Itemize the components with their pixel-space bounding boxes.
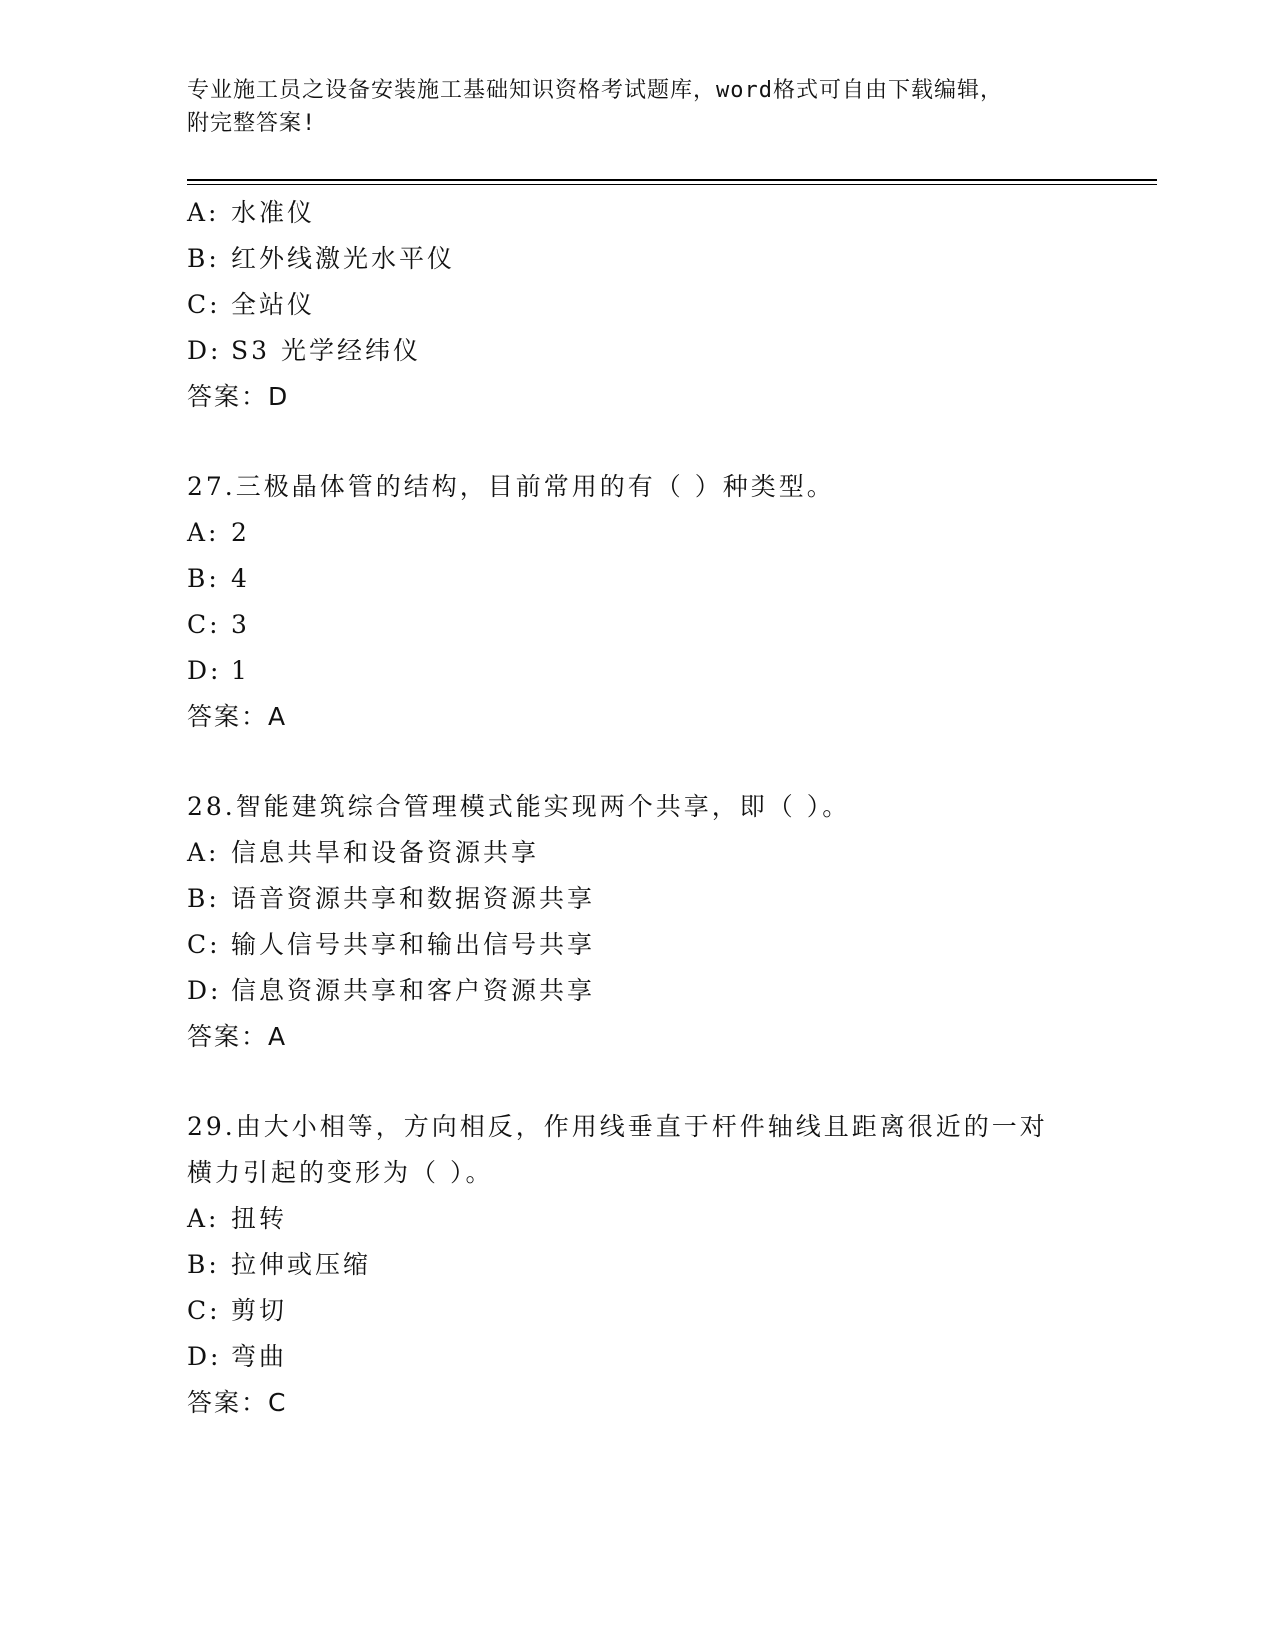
block-spacer — [187, 740, 1167, 784]
question-stem: 29.由大小相等，方向相反，作用线垂直于杆件轴线且距离很近的一对 — [187, 1112, 1048, 1141]
option-text: S3 光学经纬仪 — [231, 336, 421, 365]
question-block — [187, 740, 1167, 1060]
answer-option — [187, 830, 1167, 876]
option-key: C: — [187, 1296, 221, 1325]
question-block — [187, 1060, 1167, 1426]
question-stem: 27.三极晶体管的结构，目前常用的有（ ）种类型。 — [187, 472, 835, 501]
option-text: 拉伸或压缩 — [231, 1250, 372, 1279]
option-key: A: — [187, 198, 220, 227]
option-key: A: — [187, 1204, 220, 1233]
header-rule-thin — [187, 184, 1157, 185]
answer-option — [187, 922, 1167, 968]
answer-option — [187, 648, 1167, 694]
answer-option — [187, 236, 1167, 282]
option-key: A: — [187, 838, 220, 867]
answer-option — [187, 1196, 1167, 1242]
option-key: D: — [187, 976, 222, 1005]
option-key: A: — [187, 518, 220, 547]
document-header — [187, 74, 1067, 140]
answer-option — [187, 968, 1167, 1014]
option-key: C: — [187, 610, 221, 639]
option-text: 信息资源共享和客户资源共享 — [231, 976, 596, 1005]
answer-line: 答案：D — [187, 382, 290, 411]
option-text: 2 — [231, 518, 250, 547]
option-text: 输人信号共享和输出信号共享 — [231, 930, 596, 959]
option-key: C: — [187, 930, 221, 959]
answer-option — [187, 876, 1167, 922]
option-text: 信息共旱和设备资源共享 — [231, 838, 540, 867]
header-rule-thick — [187, 179, 1157, 181]
answer-option — [187, 1334, 1167, 1380]
question-block — [187, 190, 1167, 420]
option-text: 水准仪 — [231, 198, 316, 227]
option-text: 剪切 — [231, 1296, 288, 1325]
option-key: B: — [187, 884, 220, 913]
option-text: 全站仪 — [231, 290, 316, 319]
block-spacer — [187, 420, 1167, 464]
option-text: 扭转 — [231, 1204, 288, 1233]
question-stem: 横力引起的变形为（ ）。 — [187, 1158, 494, 1187]
block-spacer — [187, 1060, 1167, 1104]
answer-option — [187, 328, 1167, 374]
option-text: 1 — [231, 656, 250, 685]
answer-option — [187, 1288, 1167, 1334]
question-stem: 28.智能建筑综合管理模式能实现两个共享，即（ ）。 — [187, 792, 851, 821]
option-key: D: — [187, 656, 222, 685]
answer-line: 答案：A — [187, 702, 288, 731]
option-key: B: — [187, 244, 220, 273]
answer-line: 答案：C — [187, 1388, 288, 1417]
option-key: B: — [187, 1250, 220, 1279]
option-text: 语音资源共享和数据资源共享 — [231, 884, 596, 913]
option-text: 4 — [231, 564, 250, 593]
question-block — [187, 420, 1167, 740]
question-list — [187, 190, 1167, 1426]
answer-line: 答案：A — [187, 1022, 288, 1051]
option-key: B: — [187, 564, 220, 593]
option-text: 3 — [231, 610, 250, 639]
option-text: 弯曲 — [231, 1342, 288, 1371]
option-key: D: — [187, 336, 222, 365]
option-text: 红外线激光水平仪 — [231, 244, 456, 273]
answer-option — [187, 282, 1167, 328]
answer-option — [187, 190, 1167, 236]
answer-option — [187, 602, 1167, 648]
header-line-2: 附完整答案! — [187, 111, 317, 136]
option-key: D: — [187, 1342, 222, 1371]
answer-option — [187, 556, 1167, 602]
option-key: C: — [187, 290, 221, 319]
answer-option — [187, 510, 1167, 556]
answer-option — [187, 1242, 1167, 1288]
header-line-1: 专业施工员之设备安装施工基础知识资格考试题库，word格式可自由下载编辑， — [187, 78, 1003, 103]
